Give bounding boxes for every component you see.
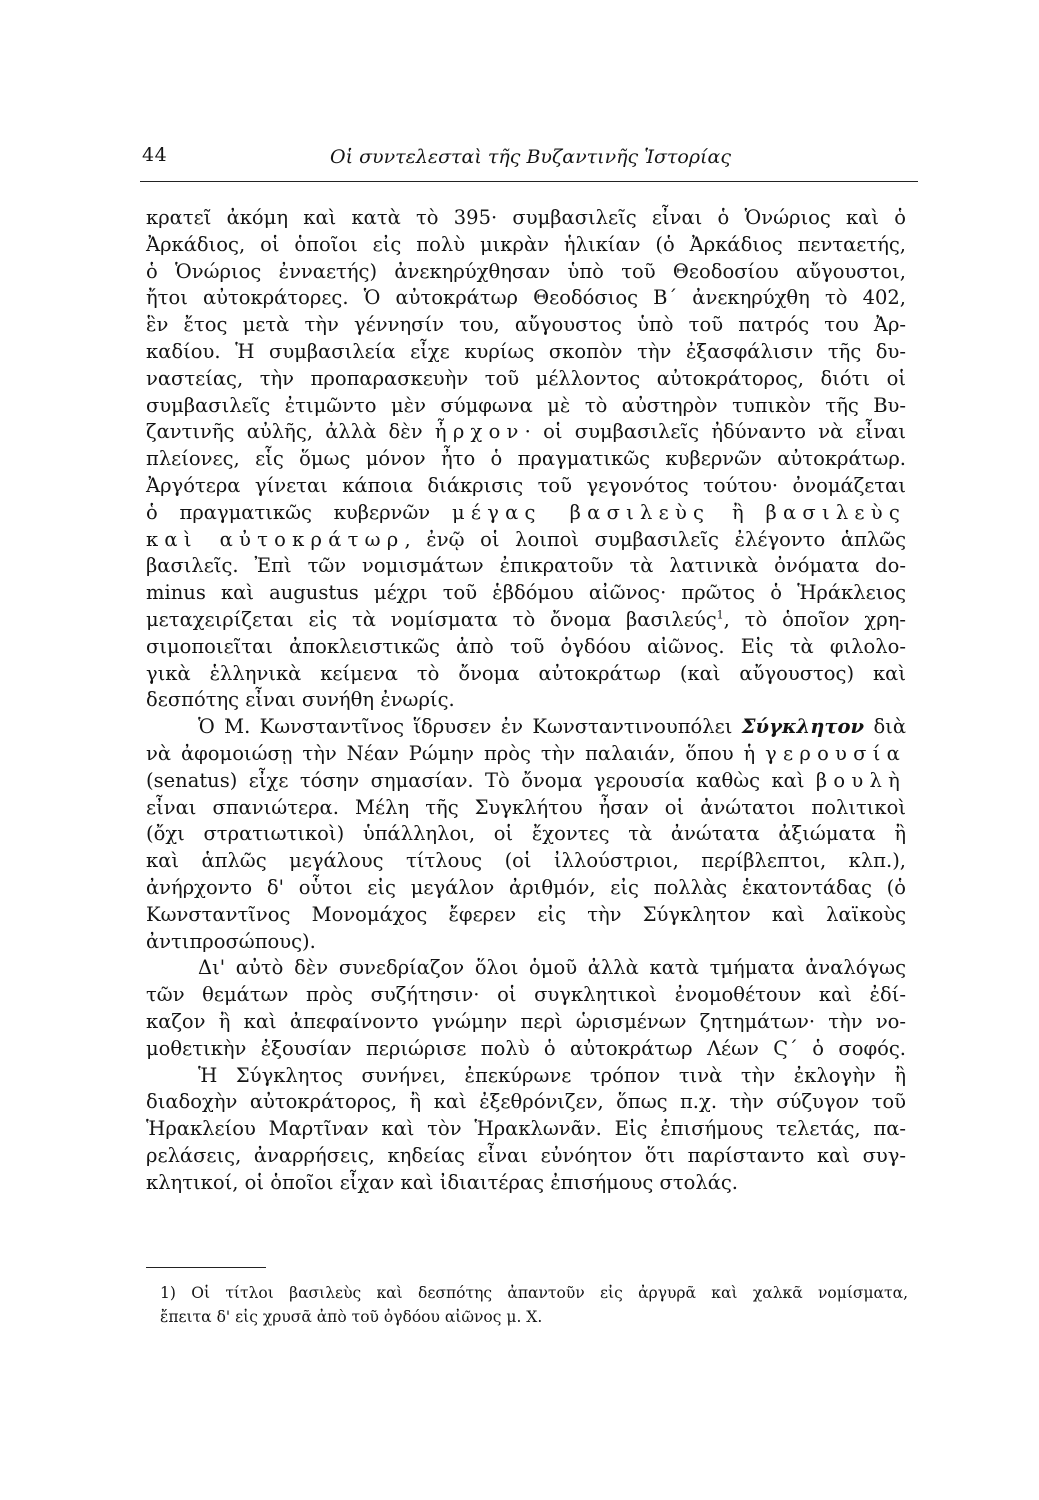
text-line: Κωνσταντῖνος Μονομάχος ἔφερεν εἰς τὴν Σύγκλητον καὶ λαϊκοὺς [146,902,906,926]
spaced-emphasis: μέγας βασιλεὺς [451,500,711,524]
running-title: Οἱ συντελεσταὶ τῆς Βυζαντινῆς Ἱστορίας [330,146,731,168]
text-line: βασιλεῖς. Ἐπὶ τῶν νομισμάτων ἐπικρατοῦν τὰ λατινικὰ ὀνόματα do- [146,554,906,578]
text-line: ναστείας, τὴν προπαρασκευὴν τοῦ μέλλοντος αὐτοκράτορος, διότι οἱ [146,366,906,390]
text-line: ἀνήρχοντο δ' οὗτοι εἰς μεγάλον ἀριθμόν, εἰς πολλὰς ἑκατοντάδας (ὁ [146,875,906,899]
text-line: Ἀρκάδιος, οἱ ὁποῖοι εἰς πολὺ μικρὰν ἡλικίαν (ὁ Ἀρκάδιος πενταετής, [146,232,906,256]
text-line: ὁ Ὁνώριος ἐνναετής) ἀνεκηρύχθησαν ὑπὸ τοῦ Θεοδοσίου αὔγουστοι, [146,259,906,283]
text-line: διαδοχὴν αὐτοκράτορος, ἢ καὶ ἐξεθρόνιζεν, ὅπως π.χ. τὴν σύζυγον τοῦ [146,1090,906,1114]
text-line: καζον ἢ καὶ ἀπεφαίνοντο γνώμην περὶ ὡρισμένων ζητημάτων· τὴν νο- [146,1009,906,1033]
text-line [146,768,906,795]
spaced-emphasis: βασιλεὺς [765,500,907,524]
text-fragment: ὁ πραγματικῶς κυβερνῶν [146,500,431,524]
footnote-line: ἔπειτα δ' εἰς χρυσᾶ ἀπὸ τοῦ ὀγδόου αἰῶνος μ. Χ. [160,1308,543,1326]
text-fragment: ζαντινῆς αὐλῆς, ἀλλὰ δὲν [146,420,423,444]
text-line [146,607,906,634]
text-line: τῶν θεμάτων πρὸς συζήτησιν· οἱ συγκλητικοὶ ἐνομοθέτουν καὶ ἐδί- [146,983,906,1007]
header-rule [140,181,918,182]
spaced-emphasis: ἦρχον [434,420,525,444]
text-line: ἤτοι αὐτοκράτορες. Ὁ αὐτοκράτωρ Θεοδόσιος Β΄ ἀνεκηρύχθη τὸ 402, [146,286,906,310]
text-line: γικὰ ἑλληνικὰ κείμενα τὸ ὄνομα αὐτοκράτωρ (καὶ αὔγουστος) καὶ [146,661,906,685]
text-line: καδίου. Ἡ συμβασιλεία εἶχε κυρίως σκοπὸν τὴν ἐξασφάλισιν τῆς δυ- [146,339,906,363]
text-line: καὶ ἁπλῶς μεγάλους τίτλους (οἱ ἰλλούστριοι, περίβλεπτοι, κλπ.), [146,849,906,873]
text-line [146,500,906,527]
text-line: Ἡ Σύγκλητος συνήνει, ἐπεκύρωνε τρόπον τινὰ τὴν ἐκλογὴν ἢ [198,1063,906,1087]
text-line: πλείονες, εἷς ὅμως μόνον ἦτο ὁ πραγματικῶς κυβερνῶν αὐτοκράτωρ. [146,447,906,471]
text-fragment: · οἱ συμβασιλεῖς ἠδύναντο νὰ εἶναι [524,420,907,444]
text-line: δεσπότης εἶναι συνήθη ἐνωρίς. [146,688,455,712]
body-text [146,205,906,1196]
text-line: ἀντιπροσώπους). [146,929,316,953]
page-number: 44 [142,144,168,166]
text-line: σιμοποιεῖται ἀποκλειστικῶς ἀπὸ τοῦ ὀγδόου αἰῶνος. Εἰς τὰ φιλολο- [146,634,906,658]
text-fragment: , ἐνῷ οἱ λοιποὶ συμβασιλεῖς ἐλέγοντο ἁπλῶς [404,527,906,551]
text-fragment: Ὁ Μ. Κωνσταντῖνος ἵδρυσεν ἐν Κωνσταντινουπόλει [198,715,733,739]
text-fragment: μεταχειρίζεται εἰς τὰ νομίσματα τὸ ὄνομα βασιλεύς [146,607,717,631]
text-line [146,527,906,554]
footnotes [160,1281,908,1329]
text-line: κρατεῖ ἀκόμη καὶ κατὰ τὸ 395· συμβασιλεῖς εἶναι ὁ Ὁνώριος καὶ ὁ [146,206,906,229]
text-line: μοθετικὴν ἐξουσίαν περιώρισε πολὺ ὁ αὐτοκράτωρ Λέων Ϛ΄ ὁ σοφός. [146,1036,906,1060]
footnote-line: 1) Οἱ τίτλοι βασιλεὺς καὶ δεσπότης ἀπαντοῦν εἰς ἀργυρᾶ καὶ χαλκᾶ νομίσματα, [160,1284,908,1302]
spaced-emphasis: βουλὴ [815,768,906,792]
text-line: ρελάσεις, ἀναρρήσεις, κηδείας εἶναι εὐνόητον ὅτι παρίσταντο καὶ συγ- [146,1143,906,1167]
text-line [146,741,906,768]
text-line: Ἡρακλείου Μαρτῖναν καὶ τὸν Ἡρακλωνᾶν. Εἰς ἐπισήμους τελετάς, πα- [146,1117,906,1141]
text-line: Ἀργότερα γίνεται κάποια διάκρισις τοῦ γεγονότος τούτου· ὀνομάζεται [146,473,906,497]
text-fragment: διὰ [873,715,906,739]
text-line: ἓν ἔτος μετὰ τὴν γέννησίν του, αὔγουστος ὑπὸ τοῦ πατρός του Ἀρ- [146,313,906,337]
text-fragment: (senatus) εἶχε τόσην σημασίαν. Τὸ ὄνομα γερουσία καθὼς καὶ [146,768,805,792]
text-fragment: , τὸ ὁποῖον χρη- [723,607,906,631]
text-line: συμβασιλεῖς ἐτιμῶντο μὲν σύμφωνα μὲ τὸ αὐστηρὸν τυπικὸν τῆς Βυ- [146,393,906,417]
footnote-rule [146,1267,266,1268]
text-line: (ὄχι στρατιωτικοὶ) ὑπάλληλοι, οἱ ἔχοντες τὰ ἀνώτατα ἀξιώματα ἢ [146,822,906,846]
text-line: minus καὶ augustus μέχρι τοῦ ἑβδόμου αἰῶνος· πρῶτος ὁ Ἡράκλειος [146,581,906,605]
footnote-marker: 1 [716,608,724,622]
text-line: Δι' αὐτὸ δὲν συνεδρίαζον ὅλοι ὁμοῦ ἀλλὰ κατὰ τμήματα ἀναλόγως [198,956,906,980]
text-line: κλητικοί, οἱ ὁποῖοι εἶχαν καὶ ἰδιαιτέρας ἐπισήμους στολάς. [146,1170,739,1194]
text-fragment: νὰ ἀφομοιώσῃ τὴν Νέαν Ρώμην πρὸς τὴν παλαιάν, ὅπου ἡ [146,741,756,765]
spaced-emphasis: καὶ αὐτοκράτωρ [146,527,405,551]
spaced-emphasis: γερουσία [765,741,906,765]
text-line: εἶναι σπανιώτερα. Μέλη τῆς Συγκλήτου ἦσαν οἱ ἀνώτατοι πολιτικοὶ [146,795,906,819]
bold-term: Σύγκλητον [741,715,865,739]
text-fragment: ἢ [732,500,744,524]
text-line [146,714,906,741]
text-line [146,419,906,446]
